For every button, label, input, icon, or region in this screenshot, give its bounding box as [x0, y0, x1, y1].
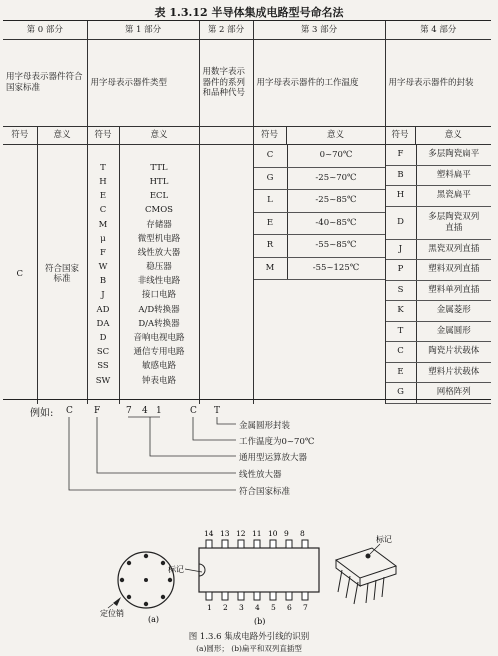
part3-meaning: -55~125℃ — [287, 258, 385, 280]
part3-meaning-header: 意义 — [286, 127, 385, 145]
part3-meaning: -25~85℃ — [287, 190, 385, 212]
part3-header: 第 3 部分 — [253, 21, 385, 40]
part4-description: 用字母表示器件的封装 — [385, 40, 491, 127]
part0-symbol: C — [16, 268, 23, 279]
part4-meaning: 网格阵列 — [416, 383, 492, 403]
part1-symbol-item: F — [100, 247, 106, 258]
part1-symbol-item: E — [99, 191, 107, 202]
pin-number-top: 13 — [220, 529, 230, 538]
part3-symbol-header: 符号 — [253, 127, 286, 145]
ic-pin-figure — [0, 520, 498, 625]
part4-symbol: F — [397, 149, 404, 160]
example-char-f: F — [94, 406, 101, 416]
dip-package-drawing — [199, 540, 319, 600]
part1-meaning-item: 微型机电路 — [137, 233, 181, 244]
example-label: 例如: — [30, 408, 54, 419]
part1-meaning-item: CMOS — [145, 205, 173, 216]
dip-pin-bottom — [206, 592, 212, 600]
part4-meaning: 黑瓷扁平 — [416, 186, 492, 206]
part3-symbol: C — [266, 150, 274, 160]
part1-symbol-item: SC — [96, 347, 110, 358]
dip-pin-bottom — [270, 592, 276, 600]
pin-number-top: 11 — [252, 529, 262, 538]
part1-meaning-item: D/A转换器 — [138, 318, 180, 329]
part0-symbol-header: 符号 — [3, 127, 37, 145]
part1-symbol-item: D — [99, 333, 107, 343]
legend-temperature: 工作温度为0~70℃ — [239, 437, 315, 447]
dip-pin-bottom — [286, 592, 292, 600]
part1-symbol-item: DA — [96, 318, 110, 329]
part1-meaning-item: 敏感电路 — [141, 361, 176, 372]
part1-meaning-item: 非线性电路 — [137, 276, 181, 287]
dip-perspective-drawing — [336, 548, 396, 604]
example-char-1: 1 — [156, 406, 162, 416]
part4-meaning-header: 意义 — [415, 127, 491, 145]
dip-pin-top — [254, 540, 260, 548]
dip-pin-bottom — [302, 592, 308, 600]
part3-symbol: E — [266, 217, 274, 228]
part4-meaning: 多层陶瓷双列直插 — [416, 207, 492, 239]
legend-standard: 符合国家标准 — [239, 487, 291, 497]
part3-meaning: -25~70℃ — [287, 168, 385, 190]
mark-label-left: 标记 — [168, 565, 184, 574]
part1-meaning-item: HTL — [149, 176, 169, 187]
example-char-t: T — [214, 406, 221, 416]
part1-description: 用字母表示器件类型 — [87, 40, 199, 127]
part3-symbol: L — [267, 195, 273, 205]
pin-number-top: 8 — [300, 529, 305, 538]
pin-number-bottom: 2 — [223, 603, 228, 612]
sub-a-label: (a) — [148, 615, 160, 624]
dip-pin-top — [270, 540, 276, 548]
part3-symbol: M — [265, 262, 275, 273]
part3-description: 用字母表示器件的工作温度 — [253, 40, 385, 127]
part1-meaning-item: 音响电视电路 — [133, 333, 185, 343]
dip-pin-top — [238, 540, 244, 548]
part3-symbol: G — [266, 172, 274, 183]
part4-meaning: 金属圆形 — [416, 322, 492, 342]
part1-symbol-header: 符号 — [87, 127, 119, 145]
part4-symbol: P — [397, 264, 404, 275]
round-package-drawing — [108, 552, 174, 608]
part1-meaning-item: 存储器 — [146, 219, 172, 230]
part2-description: 用数字表示器件的系列和品种代号 — [199, 40, 253, 127]
example-char-7: 7 — [126, 406, 132, 416]
dip-pin-bottom — [238, 592, 244, 600]
part4-symbol: T — [397, 325, 404, 336]
dip-pin-top — [286, 540, 292, 548]
part1-meaning-item: 接口电路 — [141, 290, 176, 301]
pin-number-top: 10 — [268, 529, 278, 538]
part4-symbol: D — [397, 217, 404, 228]
part3-symbol: R — [266, 240, 274, 250]
part3-meaning: -40~85℃ — [287, 213, 385, 235]
locator-label: 定位销 — [100, 609, 124, 618]
part4-symbol: J — [398, 243, 403, 254]
part4-symbol: G — [397, 387, 404, 398]
part4-symbol: C — [397, 346, 404, 357]
table-title: 表 1.3.12 半导体集成电路型号命名法 — [154, 6, 344, 19]
part4-meaning: 金属菱形 — [416, 301, 492, 321]
part1-symbol-item: W — [98, 262, 108, 273]
part1-symbol-item: H — [99, 176, 107, 187]
part1-symbol-item: SS — [97, 361, 109, 372]
example-char-c: C — [66, 406, 73, 416]
part1-symbol-item: J — [101, 290, 105, 301]
dip-pin-top — [206, 540, 212, 548]
part1-symbol-item: M — [98, 219, 108, 230]
pin-number-top: 9 — [284, 529, 289, 538]
part1-meaning-item: ECL — [149, 191, 169, 202]
part1-meaning-item: 稳压器 — [146, 262, 172, 273]
figure-caption: 图 1.3.6 集成电路外引线的识别 — [188, 632, 310, 642]
part4-symbol: K — [397, 305, 404, 316]
part4-symbol-header: 符号 — [385, 127, 415, 145]
part1-meaning-item: 钟表电路 — [141, 375, 176, 386]
sub-b-label: (b) — [254, 617, 266, 625]
part1-symbol-item: μ — [100, 233, 106, 244]
part3-meaning: -55~85℃ — [287, 235, 385, 257]
part1-meaning-item: 通信专用电路 — [133, 347, 185, 358]
legend-package: 金属圆形封装 — [239, 421, 291, 431]
dip-pin-bottom — [254, 592, 260, 600]
pin-number-top: 14 — [204, 529, 214, 538]
pin-number-bottom: 6 — [287, 603, 292, 612]
part3-meaning: 0~70℃ — [287, 145, 385, 167]
legend-opamp: 通用型运算放大器 — [239, 453, 308, 463]
part1-symbol-item: C — [99, 205, 107, 216]
pin-number-top: 12 — [236, 529, 246, 538]
part4-meaning: 塑料单列直插 — [416, 281, 492, 301]
part4-symbol: B — [397, 169, 404, 180]
part2-header: 第 2 部分 — [199, 21, 253, 40]
pin-number-bottom: 5 — [271, 603, 276, 612]
part4-header: 第 4 部分 — [385, 21, 491, 40]
part1-meaning-item: A/D转换器 — [138, 304, 180, 315]
part1-symbol-item: B — [99, 276, 107, 287]
part4-meaning: 多层陶瓷扁平 — [416, 145, 492, 165]
legend-linear: 线性放大器 — [239, 470, 282, 480]
part4-meaning: 黑瓷双列直插 — [416, 240, 492, 260]
pin-number-bottom: 7 — [303, 603, 308, 612]
pin-number-bottom: 1 — [207, 603, 212, 612]
part0-meaning: 符合国家标准 — [37, 145, 87, 404]
part4-meaning: 塑料扁平 — [416, 166, 492, 186]
part4-meaning: 塑料双列直插 — [416, 260, 492, 280]
dip-pin-top — [222, 540, 228, 548]
pin-number-bottom: 4 — [255, 603, 260, 612]
pin-number-bottom: 3 — [239, 603, 244, 612]
part4-meaning: 塑料片状载体 — [416, 363, 492, 383]
part1-symbol-item: AD — [96, 304, 110, 315]
example-char-c2: C — [190, 406, 197, 416]
part0-meaning-header: 意义 — [37, 127, 87, 145]
dip-pin-top — [302, 540, 308, 548]
dip-pin-bottom — [222, 592, 228, 600]
part0-header: 第 0 部分 — [3, 21, 87, 40]
part4-meaning: 陶瓷片状载体 — [416, 342, 492, 362]
mark-label-right: 标记 — [376, 535, 392, 544]
part1-symbol-item: SW — [95, 375, 111, 386]
part1-meaning-header: 意义 — [119, 127, 199, 145]
part1-symbol-item: T — [100, 162, 106, 173]
part1-meaning-item: 线性放大器 — [137, 247, 181, 258]
example-char-4: 4 — [142, 406, 148, 416]
part1-meaning-item: TTL — [150, 162, 168, 173]
part4-symbol: E — [397, 366, 404, 377]
part1-header: 第 1 部分 — [87, 21, 199, 40]
part0-description: 用字母表示器件符合国家标准 — [3, 40, 87, 127]
part4-symbol: S — [397, 284, 404, 295]
part4-symbol: H — [396, 190, 405, 201]
figure-subcaption: (a)圆形； (b)扁平和双列直插型 — [196, 644, 302, 653]
